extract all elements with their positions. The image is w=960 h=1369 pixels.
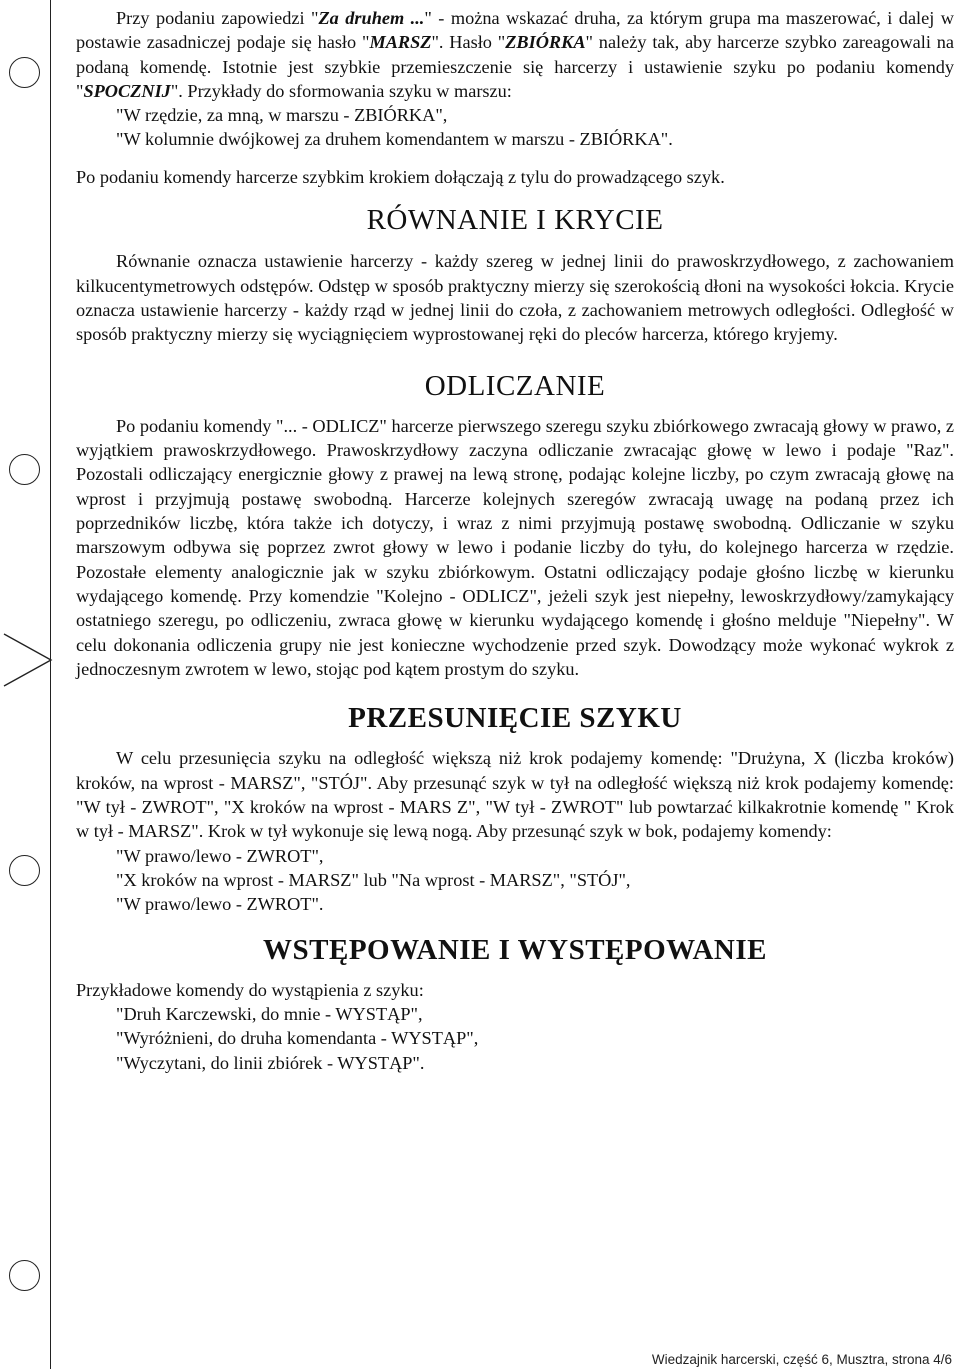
command-example: "W prawo/lewo - ZWROT". bbox=[116, 894, 324, 915]
command-example: "X kroków na wprost - MARSZ" lub "Na wprost - MARSZ", "STÓJ", bbox=[116, 869, 631, 890]
punch-hole-icon bbox=[9, 57, 40, 88]
command-example: "Druh Karczewski, do mnie - WYSTĄP", bbox=[116, 1004, 423, 1025]
center-triangle-marker-icon bbox=[2, 632, 54, 688]
command-example: "W prawo/lewo - ZWROT", bbox=[116, 845, 324, 866]
command-example: "W kolumnie dwójkowej za druhem komendantem w marszu - ZBIÓRKA". bbox=[116, 129, 673, 150]
punch-hole-icon bbox=[9, 454, 40, 485]
punch-hole-icon bbox=[9, 1260, 40, 1291]
section-heading-przesuniecie: PRZESUNIĘCIE SZYKU bbox=[348, 702, 682, 735]
command-example: "Wyróżnieni, do druha komendanta - WYSTĄP", bbox=[116, 1028, 479, 1049]
intro-paragraph: Przy podaniu zapowiedzi "Za druhem ..." - można wskazać druha, za którym grupa ma maszerować, i dalej w postawie zasadniczej podaje się hasło "MARSZ". Hasło "ZBIÓRKA" należy tak, aby harcerze szybko zareagowali na podaną komendę. Istotnie jest szybkie przemieszczenie się harcerzy i ustawienie szyku po podaniu komendy "SPOCZNIJ". Przykłady do sformowania szyku w marszu: bbox=[76, 8, 954, 101]
intro-closing-paragraph: Po podaniu komendy harcerze szybkim krokiem dołączają z tylu do prowadzącego szyk. bbox=[76, 166, 725, 187]
rownanie-paragraph: Równanie oznacza ustawienie harcerzy - każdy szereg w jednej linii do prawoskrzydłowego, z zachowaniem kilkucentymetrowych odstępów. Odstęp w sposób praktyczny mierzy się szerokością dłoni na wysokości łokcia. Krycie oznacza ustawienie harcerzy - każdy rząd w jednej linii do czoła, z zachowaniem metrowych odległości. Odległość w sposób praktyczny mierzy się wyciągnięciem wyprostowanej ręki do pleców harcerza, którego kryjemy. bbox=[76, 251, 954, 345]
przesuniecie-paragraph: W celu przesunięcia szyku na odległość większą niż krok podajemy komendę: "Drużyna, X (liczba kroków) kroków, na wprost - MARSZ", "STÓJ". Aby przesunąć szyk w tył na odległość większą niż krok podajemy komendę: "W tył - ZWROT", "X kroków na wprost - MARS Z", "W tył - ZWROT" lub powtarzać kilkakrotnie komendę " Krok w tył - MARSZ". Krok w tył wykonuje się lewą nogą. Aby przesunąć szyk w bok, podajemy komendy: bbox=[76, 748, 954, 842]
command-example: "Wyczytani, do linii zbiórek - WYSTĄP". bbox=[116, 1052, 425, 1073]
page-footer: Wiedzajnik harcerski, część 6, Musztra, strona 4/6 bbox=[651, 1352, 952, 1367]
wystepowanie-paragraph: Przykładowe komendy do wystąpienia z szyku: bbox=[76, 979, 424, 1000]
odliczanie-paragraph: Po podaniu komendy "... - ODLICZ" harcerze pierwszego szeregu szyku zbiórkowego zwracają głowy w prawo, z wyjątkiem prawoskrzydłowego. Prawoskrzydłowy zaczyna odliczanie zwracając głowę w lewo i podaje "Raz". Pozostali odliczający energicznie głowy z prawej na lewą stronę, podając kolejne liczby, po czym zwracają głowę na wprost i przyjmują postawę swobodną. Harcerze kolejnych szeregów zwracają uwagę na podaną przez ich poprzedników liczbę, która także ich dotyczy, i wraz z nimi przyjmują postawę swobodną. Odliczanie w szyku marszowym odbywa się poprzez zwrot głowy w lewo i podanie liczby do tyłu, do kolejnego harcerza w rzędzie. Pozostałe elementy analogicznie jak w szyku zbiórkowym. Ostatni odliczający podaje głośno liczbę w kierunku wydającego komendę. Przy komendzie "Kolejno - ODLICZ", jeżeli szyk jest niepełny, lewoskrzydłowy/zamykający ostatniego szeregu, po odliczeniu, zwraca głowę w kierunku wydającego komendę i głośno melduje "Niepełny". W celu dokonania odliczenia grupy nie jest konieczne wychodzenie przed szyk. Dowodzący może wykonać wykrok z jednoczesnym zwrotem w lewo, stojąc pod kątem prostym do szyku. bbox=[76, 415, 954, 679]
page-content bbox=[76, 6, 954, 1075]
section-heading-rownanie: RÓWNANIE I KRYCIE bbox=[366, 204, 664, 237]
section-heading-wystepowanie: WSTĘPOWANIE I WYSTĘPOWANIE bbox=[263, 933, 767, 966]
command-example: "W rzędzie, za mną, w marszu - ZBIÓRKA", bbox=[116, 105, 448, 126]
section-heading-odliczanie: ODLICZANIE bbox=[424, 369, 606, 402]
punch-hole-icon bbox=[9, 855, 40, 886]
